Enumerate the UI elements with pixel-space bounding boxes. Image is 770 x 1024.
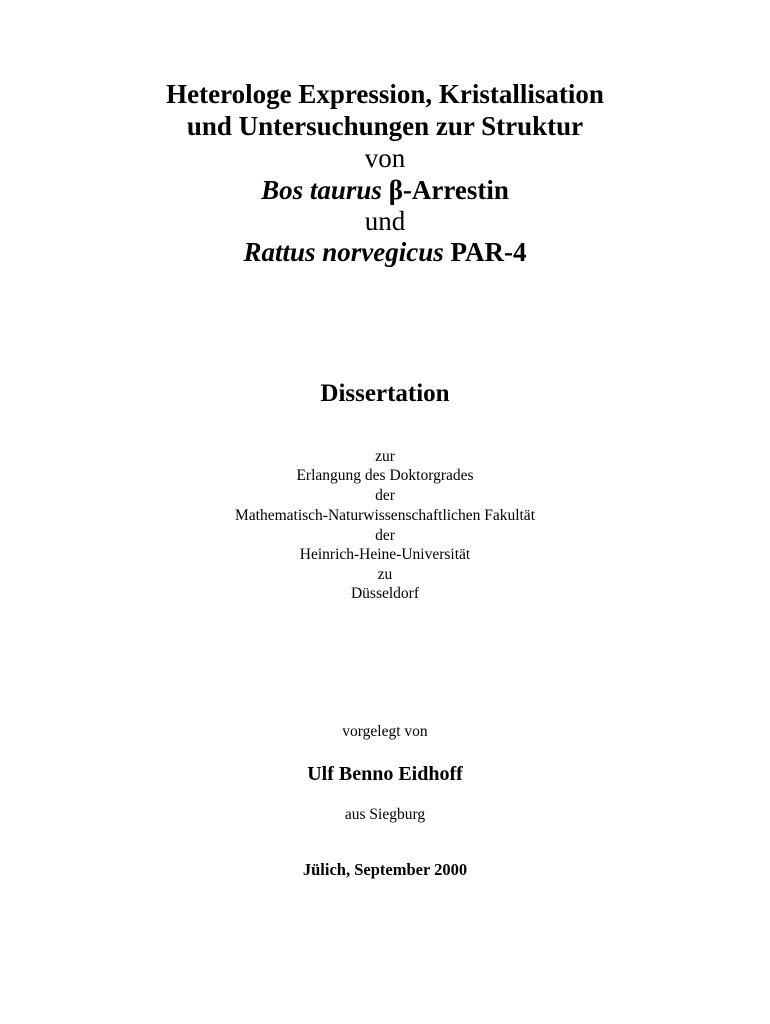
organism-2-name: Rattus norvegicus: [243, 237, 444, 267]
author-origin: aus Siegburg: [344, 806, 426, 823]
degree-line: Erlangung des Doktorgrades: [296, 467, 474, 484]
dissertation-heading: Dissertation: [320, 380, 450, 407]
organism-1-name: Bos taurus: [261, 175, 382, 205]
organism-1-protein: β-Arrestin: [388, 175, 509, 205]
degree-line: der: [375, 487, 395, 504]
title-connector-und: und: [364, 206, 406, 236]
title-line-2: und Untersuchungen zur Struktur: [186, 111, 584, 141]
degree-line: zur: [375, 448, 395, 465]
title-line-1: Heterologe Expression, Kristallisation: [166, 79, 604, 109]
degree-line: Mathematisch-Naturwissenschaftlichen Fakultät: [234, 507, 535, 524]
title-organism-1: [0, 177, 770, 204]
title-connector-von: von: [364, 143, 406, 173]
author-name: Ulf Benno Eidhoff: [307, 763, 463, 785]
degree-line: der: [375, 527, 395, 544]
title-organism-2: [0, 239, 770, 266]
organism-2-protein: PAR-4: [450, 237, 527, 267]
degree-line: Heinrich-Heine-Universität: [299, 546, 471, 563]
degree-line: zu: [377, 566, 393, 583]
presented-by: vorgelegt von: [342, 723, 428, 740]
degree-line: Düsseldorf: [350, 585, 420, 602]
place-date: Jülich, September 2000: [302, 860, 468, 879]
